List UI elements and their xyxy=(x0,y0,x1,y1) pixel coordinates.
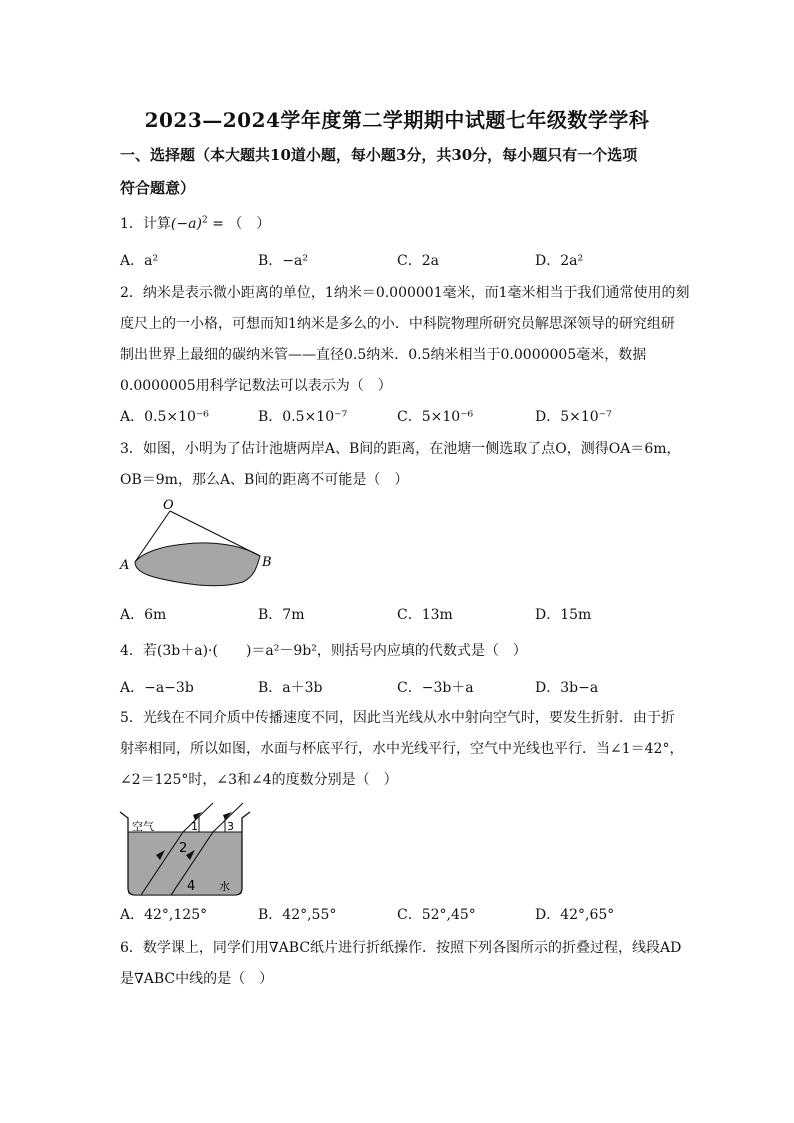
q3-line2: OB＝9m，那么A、B间的距离不可能是（ ） xyxy=(120,472,409,488)
q2-line3: 制出世界上最细的碳纳米管——直径0.5纳米．0.5纳米相当于0.0000005毫米，数据 xyxy=(120,347,647,363)
q1-option-a[interactable]: A．a² xyxy=(120,253,159,269)
q5-option-a[interactable]: A．42°,125° xyxy=(120,907,208,923)
q1-option-c[interactable]: C．2a xyxy=(397,253,439,269)
label-o: O xyxy=(163,498,174,513)
q3-option-b[interactable]: B．7m xyxy=(258,607,305,623)
q3-option-d[interactable]: D．15m xyxy=(535,607,592,623)
q3-option-c[interactable]: C．13m xyxy=(397,607,453,623)
q4-stem: 4．若(3b＋a)·( )＝a²－9b²，则括号内应填的代数式是（ ） xyxy=(120,643,527,659)
q5-cup-figure xyxy=(115,800,255,900)
q2-line1: 2．纳米是表示微小距离的单位，1纳米＝0.000001毫米，而1毫米相当于我们通常使用的刻 xyxy=(120,285,690,301)
q5-line3: ∠2＝125°时，∠3和∠4的度数分别是（ ） xyxy=(120,772,398,788)
q4-option-a[interactable]: A．−a−3b xyxy=(120,680,194,696)
q1-stem-prefix: 1．计算 xyxy=(120,216,171,232)
label-air: 空气 xyxy=(132,820,154,833)
q1-stem-suffix: = （ ） xyxy=(207,216,271,232)
label-water: 水 xyxy=(219,880,230,893)
q5-line1: 5．光线在不同介质中传播速度不同，因此当光线从水中射向空气时，要发生折射．由于折 xyxy=(120,710,675,726)
ray-air-left xyxy=(183,803,213,832)
q2-line4: 0.0000005用科学记数法可以表示为（ ） xyxy=(120,378,392,394)
q3-pond-figure xyxy=(115,494,285,594)
q1-exponent: 2 xyxy=(201,215,208,226)
q4-option-d[interactable]: D．3b−a xyxy=(535,680,599,696)
label-angle-3: 3 xyxy=(227,820,234,833)
q4-option-c[interactable]: C．−3b＋a xyxy=(397,680,474,696)
label-angle-2: 2 xyxy=(179,841,188,856)
q3-option-a[interactable]: A．6m xyxy=(120,607,167,623)
q2-option-d[interactable]: D．5×10⁻⁷ xyxy=(535,409,612,425)
q2-option-b[interactable]: B．0.5×10⁻⁷ xyxy=(258,409,348,425)
q1-option-d[interactable]: D．2a² xyxy=(535,253,584,269)
q3-line1: 3．如图，小明为了估计池塘两岸A、B间的距离，在池塘一侧选取了点O，测得OA＝6m， xyxy=(120,441,681,457)
q2-line2: 度尺上的一小格，可想而知1纳米是多么的小．中科院物理所研究员解思深领导的研究组研 xyxy=(120,316,675,332)
q2-option-a[interactable]: A．0.5×10⁻⁶ xyxy=(120,409,209,425)
q1-expression: (−a) xyxy=(170,216,202,232)
q6-line1: 6．数学课上，同学们用∇ABC纸片进行折纸操作．按照下列各图所示的折叠过程，线段AD xyxy=(120,940,682,956)
q6-line2: 是∇ABC中线的是（ ） xyxy=(120,971,274,987)
pond-shape xyxy=(135,543,260,586)
q1-option-b[interactable]: B．−a² xyxy=(258,253,308,269)
q2-option-c[interactable]: C．5×10⁻⁶ xyxy=(397,409,474,425)
arrow-head-4 xyxy=(223,812,232,820)
section-heading-line1: 一、选择题（本大题共10道小题，每小题3分，共30分，每小题只有一个选项 xyxy=(120,146,638,164)
label-a: A xyxy=(120,558,130,573)
q4-option-b[interactable]: B．a＋3b xyxy=(258,680,323,696)
q1-stem xyxy=(120,213,270,233)
label-angle-1: 1 xyxy=(191,820,198,833)
q5-line2: 射率相同，所以如图，水面与杯底平行，水中光线平行，空气中光线也平行．当∠1＝42°， xyxy=(120,741,684,757)
label-angle-4: 4 xyxy=(187,879,196,894)
section-heading-line2: 符合题意） xyxy=(120,179,196,197)
q5-option-d[interactable]: D．42°,65° xyxy=(535,907,615,923)
label-b: B xyxy=(262,555,272,570)
page-title: 2023—2024学年度第二学期期中试题七年级数学学科 xyxy=(144,108,650,132)
q5-option-b[interactable]: B．42°,55° xyxy=(258,907,337,923)
q5-option-c[interactable]: C．52°,45° xyxy=(397,907,476,923)
arrow-head-3 xyxy=(193,812,202,820)
